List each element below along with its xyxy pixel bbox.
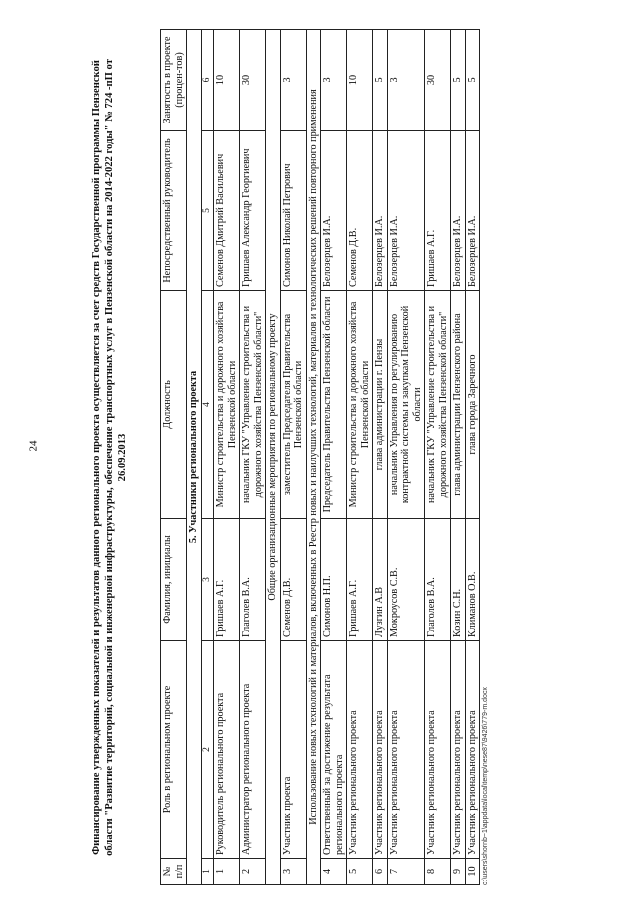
row-name: Глаголев В.А. [240, 519, 266, 641]
row-supervisor: Белозерцев И.А. [373, 131, 388, 291]
col-number: 4 [201, 291, 214, 519]
row-supervisor: Белозерцев И.А. [321, 131, 347, 291]
row-load: 3 [321, 30, 347, 131]
row-role: Администратор регионального проекта [240, 641, 266, 859]
row-supervisor: Симонов Николай Петрович [280, 131, 306, 291]
table-row [451, 30, 466, 885]
row-supervisor: Белозерцев И.А. [465, 131, 480, 291]
row-load: 3 [280, 30, 306, 131]
row-load: 10 [347, 30, 373, 131]
row-supervisor: Гришаев А.Г. [425, 131, 451, 291]
rotated-page [90, 30, 610, 885]
row-load: 5 [451, 30, 466, 131]
header-role: Роль в региональном проекте [161, 641, 187, 859]
header-supervisor: Непосредственный руководитель [161, 131, 187, 291]
row-role: Участник регионального проекта [425, 641, 451, 859]
row-supervisor: Семенов Д.В. [347, 131, 373, 291]
row-name: Симонов Н.П. [321, 519, 347, 641]
group-heading-organizational-row [266, 30, 281, 885]
row-num: 3 [280, 859, 306, 885]
row-supervisor: Гришаев Александр Георгиевич [240, 131, 266, 291]
row-role: Руководитель регионального проекта [214, 641, 240, 859]
header-load: Занятость в проекте (процен-тов) [161, 30, 187, 131]
row-position: глава администрации Пензенского района [451, 291, 466, 519]
header-position: Должность [161, 291, 187, 519]
row-load: 5 [373, 30, 388, 131]
row-position: начальник Управления по регулированию контрактной системы и закупкам Пензенской области [387, 291, 425, 519]
table-row [373, 30, 388, 885]
participants-table [160, 29, 480, 885]
row-supervisor: Семенов Дмитрий Васильевич [214, 131, 240, 291]
table-row [347, 30, 373, 885]
group-heading-technologies: Использование новых технологий и материалов, включенных в Реестр новых и наилучших технологий, материалов и технологических решений повторного применения [306, 30, 321, 885]
row-load: 10 [214, 30, 240, 131]
row-role: Участник проекта [280, 641, 306, 859]
table-row [240, 30, 266, 885]
row-num: 1 [214, 859, 240, 885]
row-num: 8 [425, 859, 451, 885]
row-num: 2 [240, 859, 266, 885]
table-row [321, 30, 347, 885]
group-heading-technologies-row [306, 30, 321, 885]
row-num: 6 [373, 859, 388, 885]
col-number: 1 [201, 859, 214, 885]
row-name: Гришаев А.Г. [347, 519, 373, 641]
table-header-row [161, 30, 187, 885]
header-num: № п/п [161, 859, 187, 885]
row-num: 7 [387, 859, 425, 885]
document-title: Финансирование утвержденных показателей и результатов данного регионального проекта осуществляется за счет средств Государственной программы Пензенской области "Развитие территорий, социальной и инженерной инфраструктуры, обеспечение транспортных услуг в Пензенской области на 2014-2022 годы" № 724 -пП от 26.09.2013 [91, 59, 128, 856]
col-number: 5 [201, 131, 214, 291]
row-role: Участник регионального проекта [373, 641, 388, 859]
row-position: Министр строительства и дорожного хозяйства Пензенской области [214, 291, 240, 519]
row-position: глава администрации г. Пензы [373, 291, 388, 519]
table-row [387, 30, 425, 885]
row-position: начальник ГКУ "Управление строительства и дорожного хозяйства Пензенской области" [240, 291, 266, 519]
row-supervisor: Белозерцев И.А. [451, 131, 466, 291]
row-load: 30 [425, 30, 451, 131]
row-name: Семенов Д.В. [280, 519, 306, 641]
row-position: Председатель Правительства Пензенской области [321, 291, 347, 519]
row-position: заместитель Председателя Правительства Пензенской области [280, 291, 306, 519]
row-num: 9 [451, 859, 466, 885]
group-heading-organizational: Общие организационные мероприятия по региональному проекту [266, 30, 281, 885]
header-name: Фамилия, инициалы [161, 519, 187, 641]
row-load: 5 [465, 30, 480, 131]
row-name: Глаголев В.А. [425, 519, 451, 641]
row-num: 5 [347, 859, 373, 885]
table-row [425, 30, 451, 885]
col-number: 6 [201, 30, 214, 131]
row-num: 4 [321, 859, 347, 885]
row-name: Козин С.Н. [451, 519, 466, 641]
row-name: Климанов О.В. [465, 519, 480, 641]
col-number: 3 [201, 519, 214, 641]
section-title: 5. Участники регионального проекта [187, 30, 202, 885]
page-number: 24 [27, 440, 40, 452]
row-role: Ответственный за достижение результата регионального проекта [321, 641, 347, 859]
column-numbers-row [201, 30, 214, 885]
table-row [280, 30, 306, 885]
row-role: Участник регионального проекта [347, 641, 373, 859]
table-row [214, 30, 240, 885]
row-position: глава города Заречного [465, 291, 480, 519]
row-role: Участник регионального проекта [451, 641, 466, 859]
row-name: Гришаев А.Г. [214, 519, 240, 641]
row-role: Участник регионального проекта [387, 641, 425, 859]
row-position: Министр строительства и дорожного хозяйства Пензенской области [347, 291, 373, 519]
row-supervisor: Белозерцев И.А. [387, 131, 425, 291]
row-position: начальник ГКУ "Управление строительства и дорожного хозяйства Пензенской области" [425, 291, 451, 519]
row-name: Лузгин А.В [373, 519, 388, 641]
file-path-footer: c:\users\shornb~1\appdata\local\temp\nese87\9426\779-m.docx [482, 687, 489, 885]
row-name: Мокроусов С.В. [387, 519, 425, 641]
row-load: 30 [240, 30, 266, 131]
row-load: 3 [387, 30, 425, 131]
table-row [465, 30, 480, 885]
row-num: 10 [465, 859, 480, 885]
row-role: Участник регионального проекта [465, 641, 480, 859]
col-number: 2 [201, 641, 214, 859]
section-title-row [187, 30, 202, 885]
